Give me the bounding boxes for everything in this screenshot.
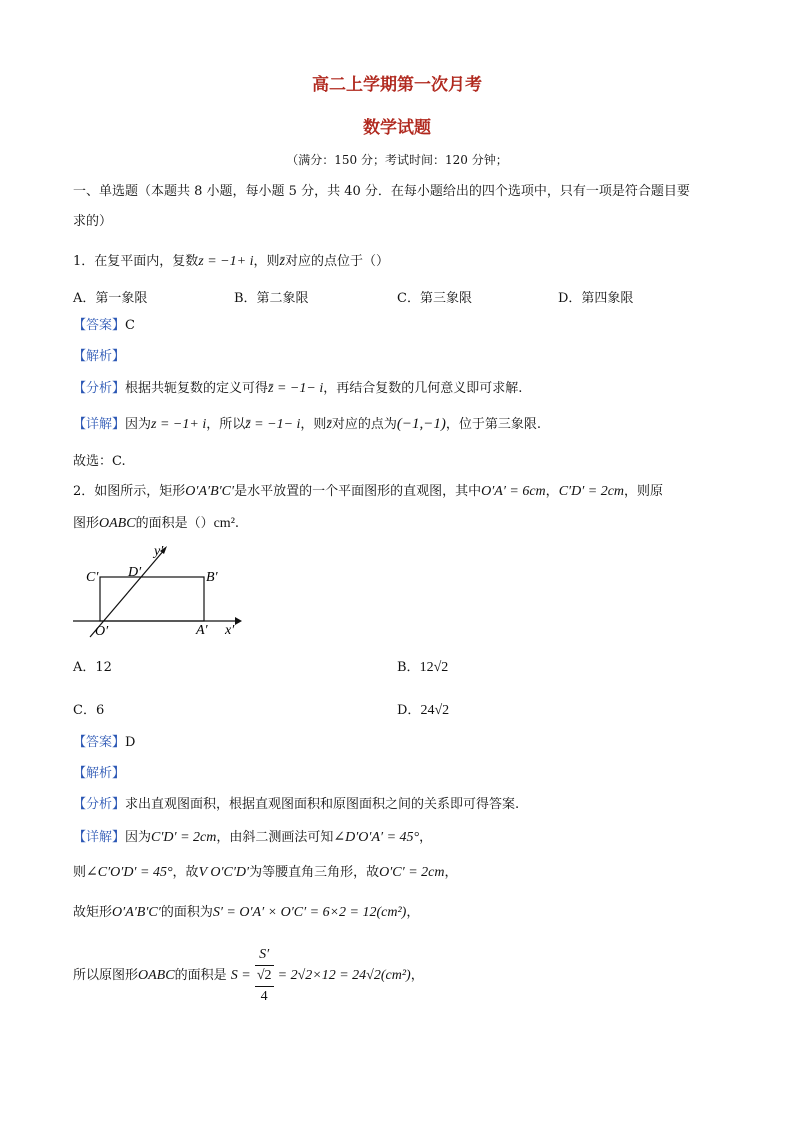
q1-stem: [73, 253, 389, 271]
q2-stem2-text-b: 的面积是（）: [135, 516, 214, 531]
q1-stem-math: z = −1+ i: [198, 254, 254, 269]
q2-xj4-inner-fraction: [255, 966, 274, 1007]
q1-xj-zbar: z̄: [326, 417, 332, 432]
q2-xj3-text-a: 故矩形: [73, 905, 113, 920]
q2-xj1-math1: C′D′ = 2cm: [151, 830, 217, 845]
q1-fenxi-math: z̄ = −1− i: [268, 381, 324, 396]
label-x: x′: [225, 623, 235, 638]
q2-xj3-text-b: 的面积为: [160, 905, 213, 920]
q2-stem-math2: O′A′ = 6cm: [481, 484, 546, 499]
q2-xiangjie-tag: 【详解】: [73, 830, 126, 845]
section-heading-line2: 求的）: [73, 214, 113, 229]
q1-stem-text-b: ，则: [253, 254, 280, 269]
q1-option-d: D．第四象限: [558, 291, 634, 306]
q2-stem-math1: O′A′B′C′: [185, 484, 235, 499]
q2-xj1-text-b: ，由斜二测画法可知: [216, 830, 334, 845]
q2-stem-line2: [73, 515, 239, 533]
q1-stem-zbar: z̄: [279, 254, 285, 269]
q1-analysis-tag: 【解析】: [73, 349, 126, 364]
q2-stem-math3: C′D′ = 2cm: [558, 484, 625, 499]
q1-xiangjie: [73, 415, 541, 434]
q2-xiangjie-line3: [73, 904, 419, 922]
q2-xj2-text-c: 为等腰直角三角形，故: [249, 865, 380, 880]
q1-fenxi-tag: 【分析】: [73, 381, 126, 396]
q2-figure: [70, 540, 250, 645]
q1-xj-text-e: ，位于第三象限.: [445, 417, 542, 432]
q2-xj3-math2: S′ = O′A′ × O′C′ = 6×2 = 12(cm²): [212, 905, 407, 920]
q2-answer: [73, 734, 135, 752]
q1-xj-math1: z = −1+ i: [151, 417, 207, 432]
q2-option-d-label: D．: [397, 703, 421, 718]
q2-xj2-math3: O′C′ = 2cm: [379, 865, 445, 880]
q2-option-d: [397, 699, 449, 719]
q2-xj4-inner-denominator: 4: [260, 989, 268, 1004]
label-c: C′: [86, 570, 99, 585]
q2-xj3-math1: O′A′B′C′: [112, 905, 161, 920]
q2-analysis-tag: 【解析】: [73, 766, 126, 781]
q1-xj-text-b: ，所以: [206, 417, 246, 432]
q2-stem-line1: [73, 483, 663, 501]
q2-xj2-text-a: 则: [73, 865, 87, 880]
q2-xj4-fraction: [255, 945, 274, 1007]
q1-xj-text-d: 对应的点为: [331, 417, 397, 432]
q2-answer-tag: 【答案】: [73, 735, 126, 750]
x-axis-arrow-icon: [235, 617, 242, 625]
q1-conclusion: 故选：C.: [73, 454, 126, 469]
q1-xiangjie-tag: 【详解】: [73, 417, 126, 432]
q1-answer: [73, 317, 135, 335]
q2-stem-text-a: 2．如图所示，矩形: [73, 484, 186, 499]
rectangle-oabc: [100, 577, 204, 621]
label-d: D′: [128, 565, 142, 580]
q2-xj1-math2: ∠D′O′A′ = 45°: [333, 830, 420, 845]
q1-answer-value: C: [125, 318, 135, 333]
q1-answer-tag: 【答案】: [73, 318, 126, 333]
q2-xiangjie-line4: [73, 945, 424, 1007]
q2-option-b-label: B．: [397, 660, 420, 675]
q2-xj2-math1: ∠C′O′D′ = 45°: [86, 865, 173, 880]
page-subtitle: 数学试题: [363, 118, 431, 138]
q1-option-c: C．第三象限: [397, 291, 472, 306]
q2-option-d-math: 24√2: [420, 703, 450, 718]
q2-fenxi-text: 求出直观图面积，根据直观图面积和原图面积之间的关系即可得答案.: [125, 797, 520, 812]
label-b: B′: [206, 570, 218, 585]
label-o: O′: [95, 624, 109, 639]
q1-xj-math2: z̄ = −1− i: [245, 417, 301, 432]
q2-xj4-rest: = 2√2×12 = 24√2(cm²): [277, 968, 411, 983]
q2-stem2-math: OABC: [99, 516, 136, 531]
q2-xj4-math1: OABC: [138, 968, 175, 983]
q2-option-a: A．12: [73, 660, 112, 675]
q2-xj1-text-c: ，: [419, 830, 433, 845]
q2-xj4-s: S =: [230, 968, 251, 983]
q2-stem2-text-a: 图形: [73, 516, 100, 531]
q2-xj4-inner-numerator: √2: [255, 966, 274, 987]
q1-fenxi-text-b: ，再结合复数的几何意义即可求解.: [323, 381, 523, 396]
q2-xj4-text-b: 的面积是: [174, 968, 227, 983]
q2-answer-value: D: [125, 735, 136, 750]
q1-xj-text-a: 因为: [125, 417, 152, 432]
section-heading-line1: 一、单选题（本题共 8 小题，每小题 5 分，共 40 分．在每小题给出的四个选项中，只有一项是符合题目要: [73, 184, 690, 199]
page-title: 高二上学期第一次月考: [312, 75, 482, 95]
q2-xj3-text-c: ，: [406, 905, 420, 920]
q2-stem-text-c: ，: [545, 484, 559, 499]
q2-option-b: [397, 656, 448, 676]
q2-option-b-math: 12√2: [419, 660, 449, 675]
q2-stem-text-d: ，则原: [624, 484, 664, 499]
q2-fenxi: [73, 796, 519, 814]
q2-stem-text-b: 是水平放置的一个平面图形的直观图，其中: [234, 484, 482, 499]
q1-fenxi: [73, 380, 522, 398]
q2-fenxi-tag: 【分析】: [73, 797, 126, 812]
label-y: y′: [154, 544, 164, 559]
q2-xj1-text-a: 因为: [125, 830, 152, 845]
q1-stem-text-c: 对应的点位于（）: [284, 254, 389, 269]
q2-xj4-numerator: S′: [255, 945, 274, 966]
q2-xiangjie-line1: [73, 829, 432, 847]
q2-stem2-end: .: [234, 516, 240, 531]
q2-stem2-unit: cm²: [213, 516, 235, 531]
q2-xj4-text-c: ，: [410, 968, 424, 983]
q2-xj2-math2: V O′C′D′: [198, 865, 250, 880]
q1-fenxi-text-a: 根据共轭复数的定义可得: [125, 381, 269, 396]
label-a: A′: [196, 623, 208, 638]
q2-xj4-text-a: 所以原图形: [73, 968, 139, 983]
q2-xj2-text-b: ，故: [172, 865, 199, 880]
q1-xj-math3: (−1,−1): [396, 416, 446, 432]
q1-xj-text-c: ，则: [300, 417, 327, 432]
q2-option-c: C．6: [73, 703, 105, 718]
q1-option-a: A．第一象限: [73, 291, 148, 306]
q1-stem-text-a: 1．在复平面内，复数: [73, 254, 199, 269]
q2-xiangjie-line2: [73, 864, 458, 882]
q2-xj4-denominator: [255, 966, 274, 1007]
q2-xj2-text-d: ，: [444, 865, 458, 880]
q1-option-b: B．第二象限: [234, 291, 309, 306]
exam-info: （满分：150 分；考试时间：120 分钟；: [286, 153, 508, 167]
